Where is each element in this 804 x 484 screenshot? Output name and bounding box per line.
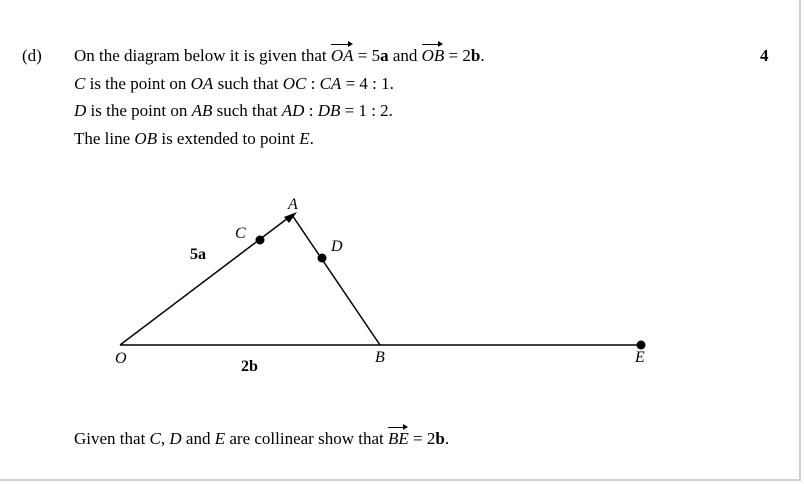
line-o-to-a	[120, 215, 292, 345]
point-d-dot	[318, 254, 327, 263]
marks-value: 4	[760, 46, 769, 65]
part-label: (d)	[22, 46, 42, 65]
question-line-3: D is the point on AB such that AD : DB = 1 : 2.	[74, 101, 393, 120]
label-b: B	[375, 349, 385, 366]
question-line-2: C is the point on OA such that OC : CA = 4 : 1.	[74, 74, 394, 93]
vector-be: BE	[387, 429, 409, 448]
label-c: C	[235, 225, 246, 242]
vector-oa: OA	[330, 46, 354, 65]
final-statement: Given that C, D and E are collinear show that BE = 2b.	[74, 429, 450, 448]
label-o: O	[115, 350, 127, 367]
arrow-head-a	[284, 212, 297, 223]
label-5a: 5a	[190, 246, 206, 263]
line-a-to-b	[292, 215, 380, 345]
label-e: E	[635, 349, 645, 366]
point-c-dot	[256, 236, 265, 245]
question-line-1: On the diagram below it is given that OA = 5a and OB = 2b.	[74, 46, 485, 65]
label-d: D	[331, 238, 343, 255]
label-2b: 2b	[241, 358, 258, 375]
vector-ob: OB	[421, 46, 445, 65]
question-line-4: The line OB is extended to point E.	[74, 129, 314, 148]
label-a: A	[288, 196, 298, 213]
